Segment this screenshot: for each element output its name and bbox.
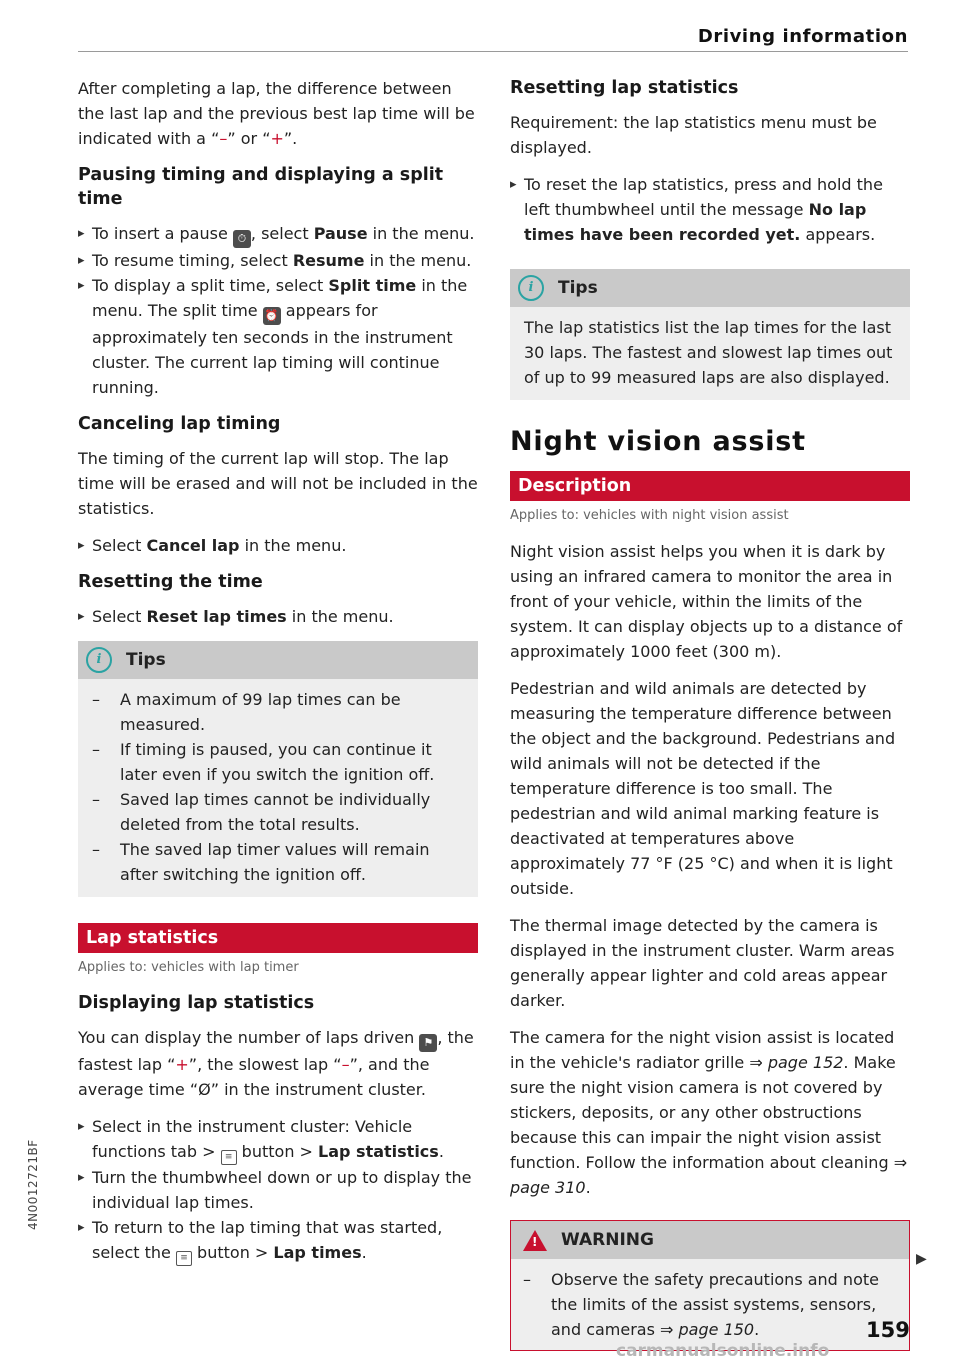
lap-statistics-paragraph: You can display the number of laps driven ⚑ , the fastest lap “+”, the slowest lap “–”, and the average time “Ø” in the instrument cluster. xyxy=(78,1028,474,1099)
page-reference-link[interactable]: ⇒ page 310 xyxy=(510,1153,908,1197)
tips-text: The lap statistics list the lap times for the last 30 laps. The fastest and slowest lap times out of up to 99 measured laps are also displayed. xyxy=(524,318,893,387)
warning-triangle-icon: ! xyxy=(523,1230,547,1251)
info-icon: i xyxy=(86,647,112,673)
page-reference-link[interactable]: ⇒ page 150 xyxy=(660,1320,755,1339)
reset-statistics-steps xyxy=(510,172,910,247)
pause-button-icon: ⏱ xyxy=(233,230,251,248)
applies-to-lap: Applies to: vehicles with lap timer xyxy=(78,960,299,975)
page-reference-link[interactable]: ⇒ page 152 xyxy=(749,1053,844,1072)
applies-to-night-vision: Applies to: vehicles with night vision assist xyxy=(510,508,789,523)
lap-statistics-bar: Lap statistics xyxy=(78,923,478,953)
left-column xyxy=(78,76,478,1278)
list-item: ▸ To reset the lap statistics, press and hold the left thumbwheel until the message No lap times have been recorded yet. appears. xyxy=(510,172,910,247)
night-vision-p2: Pedestrian and wild animals are detected by measuring the temperature difference between the object and the background. Pedestrians and wild animals will not be detected if the temperature difference is too small. The pedestrian and wild animal marking feature is deactivated at temperatures above approximately 77 °F (25 °C) and when it is light outside. xyxy=(510,679,896,898)
list-item: ▸ To display a split time, select Split time in the menu. The split time ⏰ appears for approximately ten seconds in the instrument cluster. The current lap timing will continue running. xyxy=(78,273,478,400)
night-vision-p3: The thermal image detected by the camera is displayed in the instrument cluster. Warm areas generally appear lighter and cold areas appear darker. xyxy=(510,916,895,1010)
watermark: carmanualsonline.info xyxy=(616,1341,830,1361)
resetting-time-heading: Resetting the time xyxy=(78,572,263,592)
laps-driven-icon: ⚑ xyxy=(419,1034,437,1052)
pausing-heading: Pausing timing and displaying a split time xyxy=(78,165,444,209)
page-header-title: Driving information xyxy=(697,26,908,47)
warning-box xyxy=(510,1220,910,1351)
canceling-steps xyxy=(78,533,478,558)
night-vision-p4: The camera for the night vision assist is located in the vehicle's radiator grille ⇒ page 152. Make sure the night vision camera is not covered by stickers, deposits, or any other obstructions because this can impair the night vision assist function. Follow the information about cleaning ⇒ page 310. xyxy=(510,1028,908,1197)
resetting-steps xyxy=(78,604,478,629)
pausing-steps xyxy=(78,221,478,400)
tips-header: i Tips xyxy=(510,269,910,307)
right-column xyxy=(510,76,910,1351)
description-bar: Description xyxy=(510,471,910,501)
tips-box-right xyxy=(510,269,910,400)
list-item: – If timing is paused, you can continue it later even if you switch the ignition off. xyxy=(92,737,464,787)
list-item: ▸ Select in the instrument cluster: Vehicle functions tab > ≡ button > Lap statistics. xyxy=(78,1114,478,1165)
tips-list xyxy=(92,687,464,887)
canceling-heading: Canceling lap timing xyxy=(78,414,281,434)
warning-list xyxy=(523,1267,895,1342)
continue-arrow-icon: ▶ xyxy=(916,1251,927,1267)
split-time-icon: ⏰ xyxy=(263,307,281,325)
page-number: 159 xyxy=(866,1318,910,1342)
header-rule xyxy=(78,51,908,52)
night-vision-title: Night vision assist xyxy=(510,426,806,457)
requirement-text: Requirement: the lap statistics menu must be displayed. xyxy=(510,113,877,157)
list-item: – The saved lap timer values will remain after switching the ignition off. xyxy=(92,837,464,887)
displaying-lap-statistics-heading: Displaying lap statistics xyxy=(78,993,315,1013)
list-item: ▸ Turn the thumbwheel down or up to display the individual lap times. xyxy=(78,1165,478,1215)
warning-header: ! WARNING xyxy=(511,1221,909,1259)
tips-box-left xyxy=(78,641,478,897)
canceling-text: The timing of the current lap will stop. The lap time will be erased and will not be included in the statistics. xyxy=(78,449,478,518)
list-item: – Saved lap times cannot be individually deleted from the total results. xyxy=(92,787,464,837)
list-item: ▸ Select Cancel lap in the menu. xyxy=(78,533,478,558)
info-icon: i xyxy=(518,275,544,301)
list-item: ▸ To return to the lap timing that was started, select the ≡ button > Lap times. xyxy=(78,1215,478,1266)
document-code: 4N0012721BF xyxy=(26,1139,40,1230)
menu-list-icon: ≡ xyxy=(221,1150,237,1165)
tips-header: i Tips xyxy=(78,641,478,679)
list-item: – A maximum of 99 lap times can be measured. xyxy=(92,687,464,737)
lap-statistics-steps xyxy=(78,1114,478,1266)
list-item: ▸ To insert a pause ⏱ , select Pause in the menu. xyxy=(78,221,478,248)
resetting-lap-statistics-heading: Resetting lap statistics xyxy=(510,78,739,98)
intro-paragraph: After completing a lap, the difference between the last lap and the previous best lap time will be indicated with a “–” or “+”. xyxy=(78,79,475,148)
list-item: ▸ Select Reset lap times in the menu. xyxy=(78,604,478,629)
list-item: ▸ To resume timing, select Resume in the menu. xyxy=(78,248,478,273)
menu-list-icon: ≡ xyxy=(176,1251,192,1266)
list-item: – Observe the safety precautions and note the limits of the assist systems, sensors, and cameras ⇒ page 150. xyxy=(523,1267,895,1342)
night-vision-p1: Night vision assist helps you when it is dark by using an infrared camera to monitor the area in front of your vehicle, within the limits of the system. It can display objects up to a distance of approximately 1000 feet (300 m). xyxy=(510,542,903,661)
